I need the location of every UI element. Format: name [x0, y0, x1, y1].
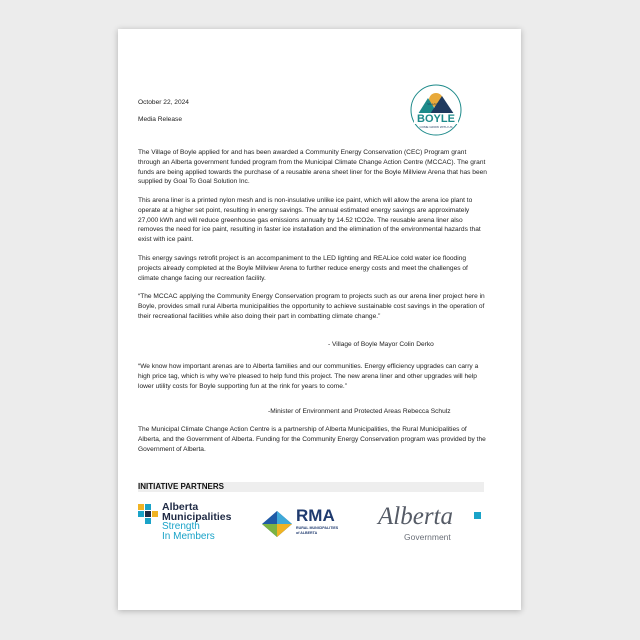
am-line4: In Members [162, 531, 215, 542]
logo-name: BOYLE [417, 113, 455, 125]
document-type: Media Release [138, 116, 182, 123]
logo-tagline: COME GROW WITH US [419, 125, 453, 129]
quote-mayor: “The MCCAC applying the Community Energy Conservation program to projects such as our arena liner project here in Boyle, provides small rural Alberta municipalities the opportunity to achieve sustainable cost savings in the operation of their recreational facilities while also doing their part in combatting climate change.” [138, 293, 485, 320]
partners-title: INITIATIVE PARTNERS [138, 482, 224, 491]
document-page [118, 29, 521, 610]
rma-name: RMA [296, 506, 335, 525]
alberta-municipalities-mark-icon [138, 504, 158, 524]
paragraph-1: The Village of Boyle applied for and has been awarded a Community Energy Conservation (CEC) Program grant through an Alberta government funded program from the Municipal Climate Change Action Centre (MCCAC). The grant funds are being applied towards the purchase of a reusable arena sheet liner for the Boyle Millview Arena that has been supplied by Goal To Goal Solution Inc. [138, 149, 487, 186]
paragraph-2: This arena liner is a printed nylon mesh and is non-insulative unlike ice paint, which will allow the arena ice plant to operate at a higher set point, resulting in energy savings. The annual estimated energy savings are approximately 27,000 kWh and will reduce greenhouse gas emissions annually by 14.52 tCO2e. The reusable arena liner also removes the need for ice paint, resulting in faster ice installation and the elimination of the environmental hazards that exist with ice paint. [138, 197, 481, 244]
alberta-square-icon [474, 512, 481, 519]
paragraph-3: This energy savings retrofit project is an accompaniment to the LED lighting and REALice cold water ice flooding projects already completed at the Boyle Millview Arena to further reduce energy costs and meet the challenges of climate change facing our recreation facility. [138, 255, 468, 282]
village-of-boyle-logo [410, 84, 462, 136]
rma-sub1: RURAL MUNICIPALITIES [296, 526, 339, 530]
government-label: Government [404, 532, 451, 542]
paragraph-4: The Municipal Climate Change Action Centre is a partnership of Alberta Municipalities, the Rural Municipalities of Alberta, and the Government of Alberta. Funding for the Community Energy Conservation program was provided by the Government of Alberta. [138, 426, 486, 453]
release-date: October 22, 2024 [138, 99, 189, 106]
partners-header-bar [138, 482, 484, 492]
rma-mark-icon [262, 511, 292, 537]
rma-sub2: of ALBERTA [296, 531, 318, 535]
signature-mayor: - Village of Boyle Mayor Colin Derko [328, 341, 434, 348]
am-line1: Alberta [162, 501, 199, 513]
government-of-alberta-logo [378, 503, 488, 545]
am-line2: Municipalities [162, 511, 232, 523]
am-line3: Strength [162, 521, 200, 532]
alberta-wordmark: Alberta [378, 503, 453, 530]
alberta-municipalities-logo [138, 502, 248, 544]
rma-logo [262, 507, 352, 541]
signature-minister: -Minister of Environment and Protected Areas Rebecca Schulz [268, 408, 451, 415]
quote-minister: “We know how important arenas are to Alberta families and our communities. Energy efficiency upgrades can carry a high price tag, which is why we’re pleased to help fund this project. The new arena liner and other upgrades will help lower utility costs for Boyle supporting fun at the rink for years to come.” [138, 363, 479, 390]
logo-arc-text: VILLAGE OF [427, 102, 445, 106]
